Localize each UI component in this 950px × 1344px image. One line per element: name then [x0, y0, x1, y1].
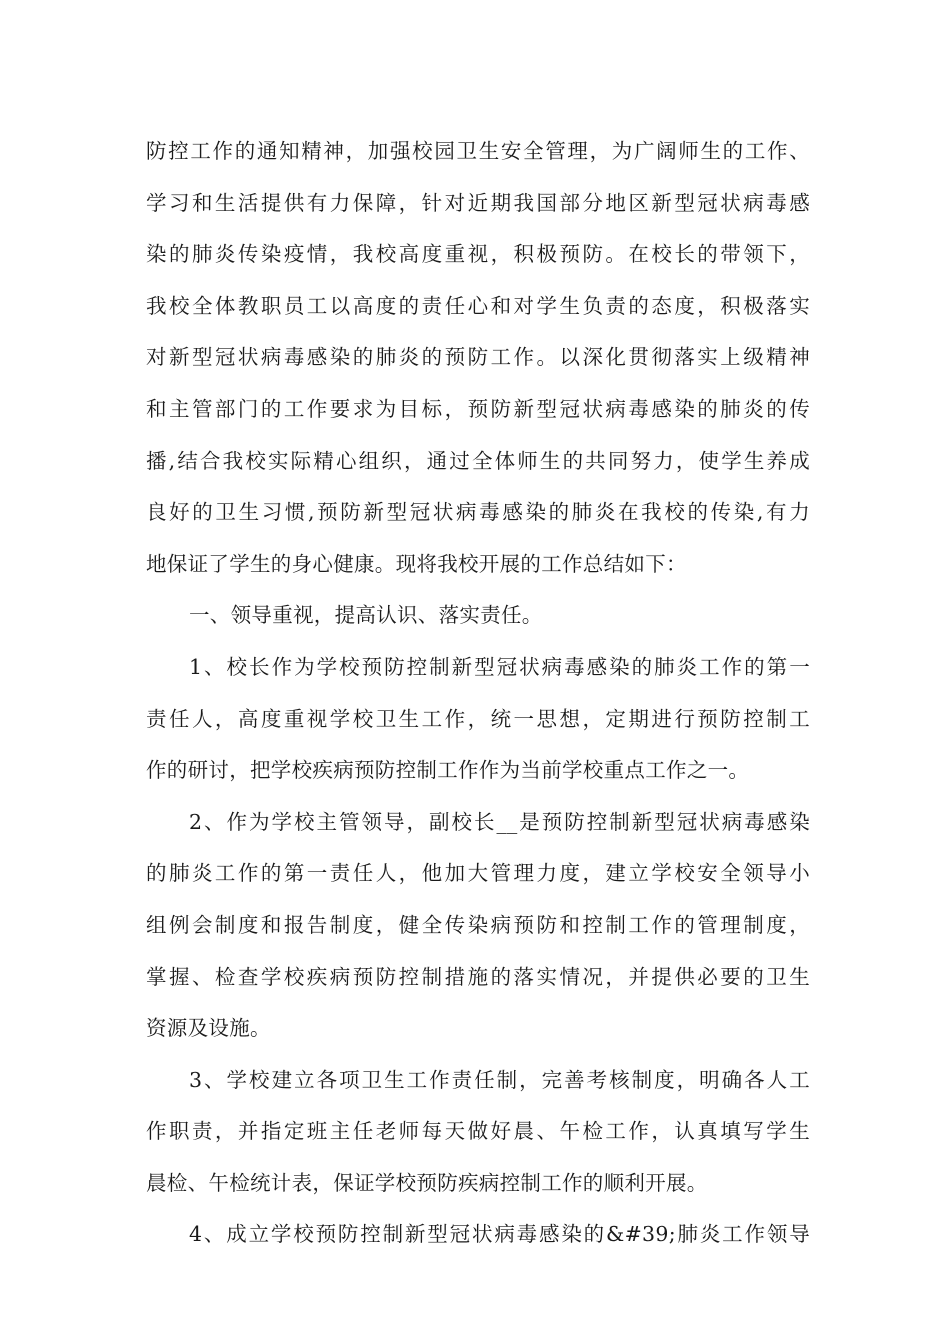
text-line: 责任人，高度重视学校卫生工作，统一思想，定期进行预防控制工	[146, 706, 810, 731]
text-line: 防控工作的通知精神，加强校园卫生安全管理，为广阔师生的工作、	[146, 139, 810, 163]
text-line: 地保证了学生的身心健康。现将我校开展的工作总结如下：	[146, 551, 687, 576]
paragraph-intro	[146, 126, 810, 590]
text-line: 1、校长作为学校预防控制新型冠状病毒感染的肺炎工作的第一	[189, 654, 810, 679]
section-heading: 一、领导重视，提高认识、落实责任。	[189, 603, 543, 628]
text-line: 染的肺炎传染疫情，我校高度重视，积极预防。在校长的带领下，	[146, 242, 810, 267]
text-line: 3、学校建立各项卫生工作责任制，完善考核制度，明确各人工	[189, 1067, 810, 1092]
paragraph-item-4	[146, 1209, 810, 1261]
text-line: 我校全体教职员工以高度的责任心和对学生负责的态度，积极落实	[146, 293, 810, 318]
text-line: 播,结合我校实际精心组织，通过全体师生的共同努力，使学生养成	[146, 448, 810, 473]
text-line: 资源及设施。	[146, 1016, 271, 1041]
text-line: 4、成立学校预防控制新型冠状病毒感染的&#39;肺炎工作领导	[189, 1222, 810, 1247]
text-line: 学习和生活提供有力保障，针对近期我国部分地区新型冠状病毒感	[146, 190, 810, 215]
text-line: 2、作为学校主管领导，副校长__是预防控制新型冠状病毒感染	[189, 809, 810, 834]
text-line: 对新型冠状病毒感染的肺炎的预防工作。以深化贯彻落实上级精神	[146, 345, 810, 370]
text-line: 的肺炎工作的第一责任人，他加大管理力度，建立学校安全领导小	[146, 861, 810, 886]
text-line: 作的研讨，把学校疾病预防控制工作作为当前学校重点工作之一。	[146, 758, 750, 783]
text-line: 组例会制度和报告制度，健全传染病预防和控制工作的管理制度，	[146, 912, 810, 937]
document-body	[146, 126, 810, 1261]
section-heading-1	[146, 590, 810, 642]
text-line: 和主管部门的工作要求为目标，预防新型冠状病毒感染的肺炎的传	[146, 396, 810, 421]
text-line: 晨检、午检统计表，保证学校预防疾病控制工作的顺利开展。	[146, 1170, 708, 1195]
paragraph-item-3	[146, 1055, 810, 1210]
text-line: 作职责，并指定班主任老师每天做好晨、午检工作，认真填写学生	[146, 1119, 810, 1144]
paragraph-item-2	[146, 797, 810, 1055]
text-line: 掌握、检查学校疾病预防控制措施的落实情况，并提供必要的卫生	[146, 964, 810, 989]
paragraph-item-1	[146, 642, 810, 797]
text-line: 良好的卫生习惯,预防新型冠状病毒感染的肺炎在我校的传染,有力	[146, 500, 810, 525]
